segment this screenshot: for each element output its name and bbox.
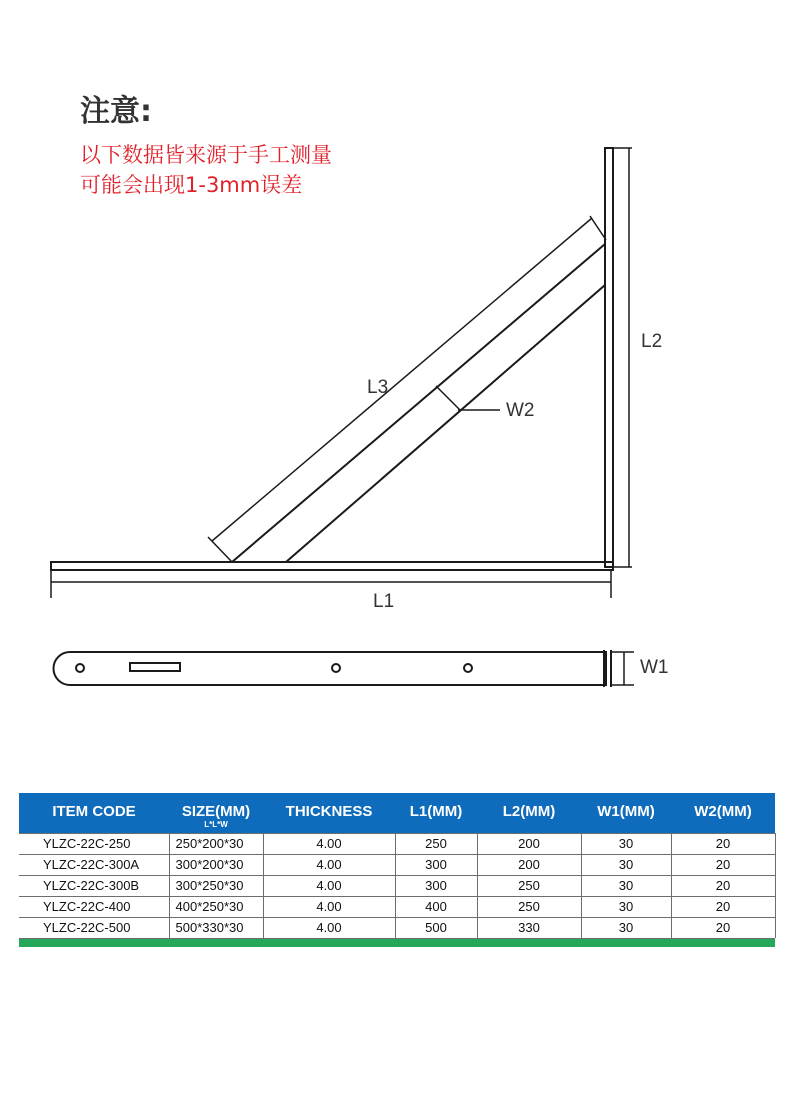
l3-ext-top [590, 216, 606, 240]
header-thickness: THICKNESS [285, 803, 373, 820]
vertical-arm [605, 148, 613, 567]
cell-l1: 300 [395, 854, 477, 875]
label-l2: L2 [641, 331, 663, 352]
cell-thickness: 4.00 [263, 875, 395, 896]
cell-l2: 250 [477, 896, 581, 917]
table-row [19, 917, 775, 938]
cell-thickness: 4.00 [263, 833, 395, 854]
horizontal-arm [51, 562, 613, 570]
cell-l1: 300 [395, 875, 477, 896]
header-w2: W2(MM) [694, 803, 752, 820]
note-line-2: 可能会出现1-3mm误差 [80, 173, 303, 197]
side-view-hole-2 [332, 664, 340, 672]
header-item-code: ITEM CODE [52, 803, 136, 820]
table-row [19, 896, 775, 917]
cell-size: 250*200*30 [169, 833, 263, 854]
cell-l1: 500 [395, 917, 477, 938]
header-l2: L2(MM) [502, 803, 556, 820]
cell-w1: 30 [581, 833, 671, 854]
side-view-hole-1 [76, 664, 84, 672]
l3-dimension-line [212, 218, 592, 541]
cell-w1: 30 [581, 917, 671, 938]
note-line-1: 以下数据皆来源于手工测量 [80, 143, 332, 167]
cell-l2: 250 [477, 875, 581, 896]
cell-l2: 200 [477, 833, 581, 854]
cell-size: 300*250*30 [169, 875, 263, 896]
cell-w2: 20 [671, 854, 775, 875]
l3-ext-bottom [208, 537, 232, 562]
cell-size: 500*330*30 [169, 917, 263, 938]
label-l3: L3 [367, 377, 389, 398]
cell-l2: 200 [477, 854, 581, 875]
cell-w1: 30 [581, 854, 671, 875]
cell-l1: 400 [395, 896, 477, 917]
cell-w1: 30 [581, 875, 671, 896]
note-title: 注意: [80, 94, 152, 129]
header-size-sub: L*L*W [204, 820, 228, 829]
cell-item-code: YLZC-22C-500 [19, 917, 169, 938]
table-row [19, 875, 775, 896]
header-size: SIZE(MM) L*L*W [169, 793, 263, 833]
cell-thickness: 4.00 [263, 917, 395, 938]
label-w2: W2 [506, 400, 535, 421]
header-w1: W1(MM) [597, 803, 655, 820]
side-view-strip [54, 652, 607, 685]
cell-w2: 20 [671, 833, 775, 854]
table-row [19, 854, 775, 875]
table-header-row [19, 793, 775, 833]
cell-item-code: YLZC-22C-300B [19, 875, 169, 896]
cell-size: 400*250*30 [169, 896, 263, 917]
cell-w1: 30 [581, 896, 671, 917]
cell-item-code: YLZC-22C-400 [19, 896, 169, 917]
label-w1: W1 [640, 657, 669, 678]
table-row [19, 833, 775, 854]
cell-l2: 330 [477, 917, 581, 938]
cell-thickness: 4.00 [263, 896, 395, 917]
cell-w2: 20 [671, 875, 775, 896]
table-footer-bar [19, 938, 775, 947]
cell-w2: 20 [671, 896, 775, 917]
cell-size: 300*200*30 [169, 854, 263, 875]
cell-item-code: YLZC-22C-300A [19, 854, 169, 875]
cell-w2: 20 [671, 917, 775, 938]
cell-l1: 250 [395, 833, 477, 854]
label-l1: L1 [373, 591, 395, 612]
header-l1: L1(MM) [409, 803, 463, 820]
side-view-hole-3 [464, 664, 472, 672]
spec-table [19, 793, 776, 938]
diagonal-brace [232, 244, 605, 562]
side-view-slot [130, 663, 180, 671]
spec-table-container [19, 793, 775, 947]
cell-thickness: 4.00 [263, 854, 395, 875]
cell-item-code: YLZC-22C-250 [19, 833, 169, 854]
w2-tick [436, 386, 460, 410]
